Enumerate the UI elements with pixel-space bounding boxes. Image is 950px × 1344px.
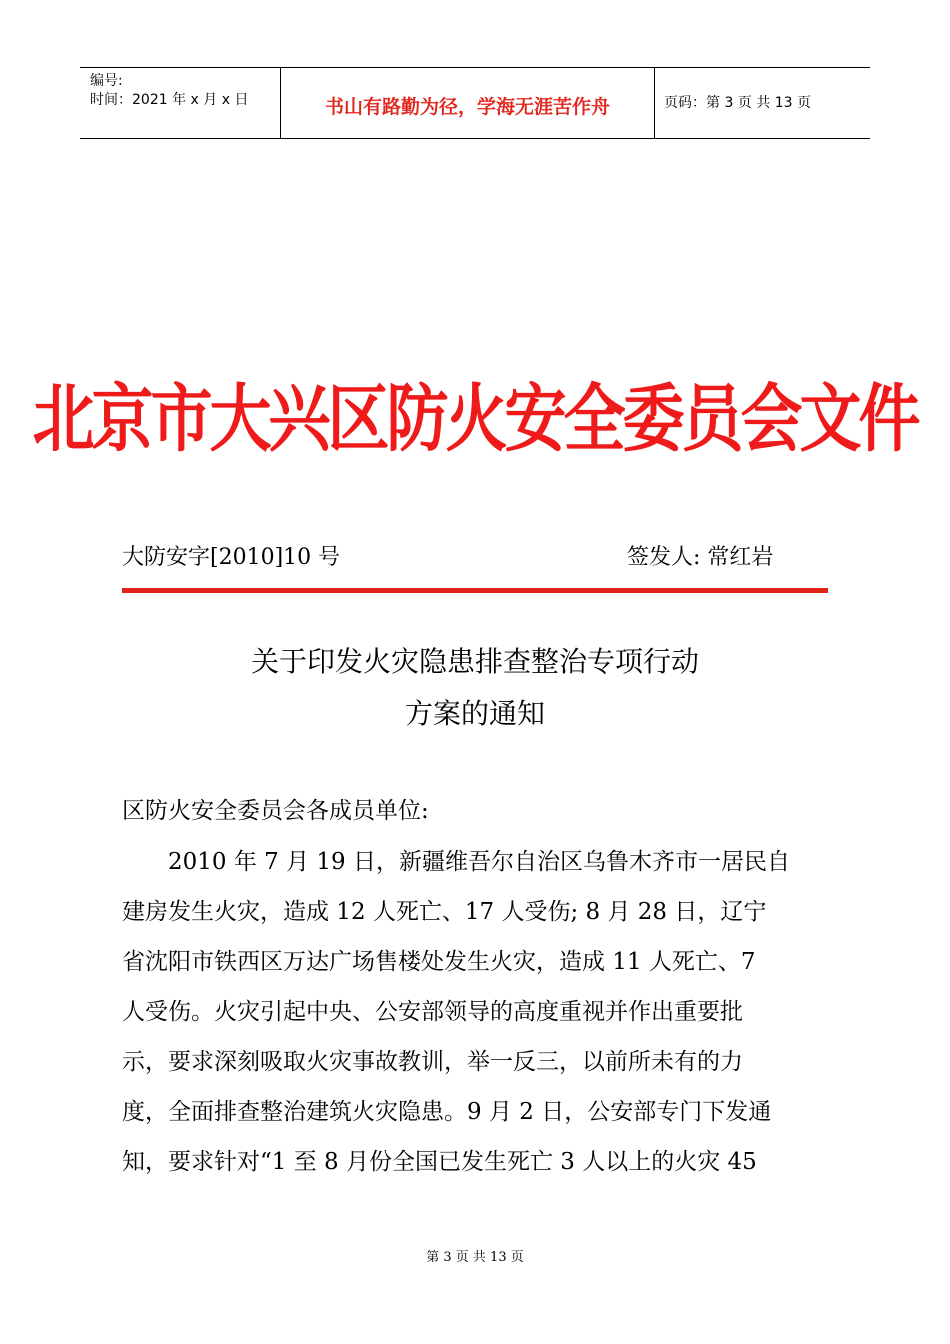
body-line: 知，要求针对“1 至 8 月份全国已发生死亡 3 人以上的火灾 45 xyxy=(122,1149,757,1175)
red-divider xyxy=(122,588,828,593)
salutation: 区防火安全委员会各成员单位: xyxy=(122,798,429,824)
body-line: 建房发生火灾，造成 12 人死亡、17 人受伤; 8 月 28 日，辽宁 xyxy=(122,899,767,925)
header-meta xyxy=(80,68,280,138)
masthead-title: 北京市大兴区防火安全委员会文件 xyxy=(32,375,918,462)
body-line: 度，全面排查整治建筑火灾隐患。9 月 2 日，公安部专门下发通 xyxy=(122,1099,772,1125)
document-number: 大防安字[2010]10 号 xyxy=(122,545,341,570)
body-line: 人受伤。火灾引起中央、公安部领导的高度重视并作出重要批 xyxy=(122,999,743,1025)
signer: 签发人: 常红岩 xyxy=(627,545,774,570)
page-info: 页码：第 3 页 共 13 页 xyxy=(664,95,811,111)
serial-label: 编号: xyxy=(90,73,123,89)
body-line: 示，要求深刻吸取火灾事故教训，举一反三，以前所未有的力 xyxy=(122,1049,743,1075)
notice-title-line-2: 方案的通知 xyxy=(404,697,545,730)
notice-title-line-1: 关于印发火灾隐患排查整治专项行动 xyxy=(250,645,699,678)
time-label: 时间：2021 年 x 月 x 日 xyxy=(90,92,249,108)
page-footer: 第 3 页 共 13 页 xyxy=(426,1250,524,1265)
header-motto-cell xyxy=(280,68,655,138)
body-line: 2010 年 7 月 19 日，新疆维吾尔自治区乌鲁木齐市一居民自 xyxy=(122,849,790,875)
motto: 书山有路勤为径，学海无涯苦作舟 xyxy=(324,96,610,118)
header-table xyxy=(80,67,870,139)
body-line: 省沈阳市铁西区万达广场售楼处发生火灾，造成 11 人死亡、7 xyxy=(122,949,756,975)
